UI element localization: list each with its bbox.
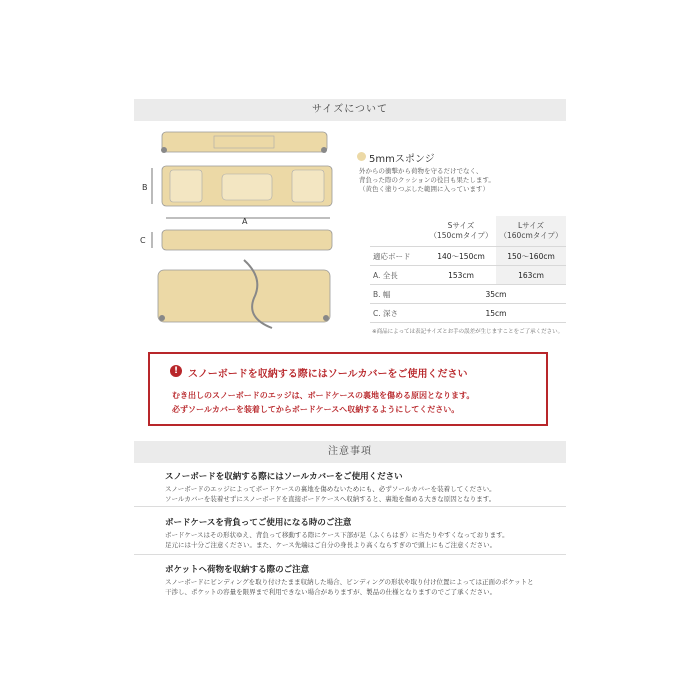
warning-box bbox=[148, 352, 548, 426]
size-table bbox=[370, 216, 566, 323]
row-value-both: 35cm bbox=[426, 285, 566, 304]
table-row bbox=[370, 304, 566, 323]
warning-line-2: 必ずソールカバーを装着してからボードケースへ収納するようにしてください。 bbox=[172, 405, 460, 414]
warning-heading: スノーボードを収納する際にはソールカバーをご使用ください bbox=[188, 369, 468, 380]
sponge-title: 5mmスポンジ bbox=[369, 154, 435, 165]
note-item bbox=[165, 516, 545, 550]
row-value-s: 153cm bbox=[426, 266, 496, 285]
table-row bbox=[370, 285, 566, 304]
row-label: B. 幅 bbox=[370, 285, 426, 304]
row-value-s: 140〜150cm bbox=[426, 247, 496, 266]
warning-line-1: むき出しのスノーボードのエッジは、ボードケースの裏地を傷める原因となります。 bbox=[172, 391, 475, 400]
note-body: スノーボードにビンディングを取り付けたまま収納した場合、ビンディングの形状や取り付け位置によっては正面のポケットと 干渉し、ポケットの容量を限界まで利用できない場合がありますが、製品の仕様となりますのでご了承ください。 bbox=[165, 578, 534, 596]
table-row bbox=[370, 247, 566, 266]
sponge-spec bbox=[355, 150, 565, 194]
note-body: スノーボードのエッジによってボードケースの裏地を傷めないためにも、必ずソールカバーを装着してください。 ソールカバーを装着せずにスノーボードを直接ボードケースへ収納すると、裏地を傷める大きな原因となります。 bbox=[165, 485, 496, 503]
note-item bbox=[165, 563, 545, 597]
divider bbox=[134, 554, 566, 555]
section-banner-size: サイズについて bbox=[134, 99, 566, 121]
row-value-both: 15cm bbox=[426, 304, 566, 323]
row-label: A. 全長 bbox=[370, 266, 426, 285]
section-banner-notes: 注意事項 bbox=[134, 441, 566, 463]
note-item bbox=[165, 470, 545, 504]
note-title: ボードケースを背負ってご使用になる時のご注意 bbox=[165, 518, 352, 528]
label-b: B bbox=[142, 183, 148, 192]
sponge-description: 外からの衝撃から荷物を守るだけでなく、 背負った際のクッションの役目も果たします。 （黄色く塗りつぶした範囲に入っています） bbox=[359, 167, 495, 193]
table-footnote: ※商品によっては表記サイズとお手の誤差が生じますことをご了承ください。 bbox=[372, 329, 564, 335]
table-header-l: Lサイズ （160cmタイプ） bbox=[496, 216, 566, 247]
row-label: C. 深さ bbox=[370, 304, 426, 323]
product-diagram bbox=[134, 128, 364, 338]
note-title: スノーボードを収納する際にはソールカバーをご使用ください bbox=[165, 472, 403, 482]
divider bbox=[134, 506, 566, 507]
exclamation-icon: ! bbox=[170, 365, 182, 377]
row-label: 適応ボード bbox=[370, 247, 426, 266]
label-c: C bbox=[140, 236, 146, 245]
row-value-l: 163cm bbox=[496, 266, 566, 285]
note-title: ポケットへ荷物を収納する際のご注意 bbox=[165, 565, 310, 575]
sponge-swatch-icon bbox=[357, 152, 366, 161]
row-value-l: 150〜160cm bbox=[496, 247, 566, 266]
note-body: ボードケースはその形状ゆえ、背負って移動する際にケース下部が足（ふくらはぎ）に当たりやすくなっております。 足元には十分ご注意ください。また、ケース先端はご自分の身長より高くならすぎので頭上にもご注意ください。 bbox=[165, 531, 509, 549]
board-case-illustration bbox=[134, 128, 364, 338]
table-row bbox=[370, 266, 566, 285]
table-header-s: Sサイズ （150cmタイプ） bbox=[426, 216, 496, 247]
table-header-blank bbox=[370, 216, 426, 247]
label-a: A bbox=[242, 217, 248, 226]
